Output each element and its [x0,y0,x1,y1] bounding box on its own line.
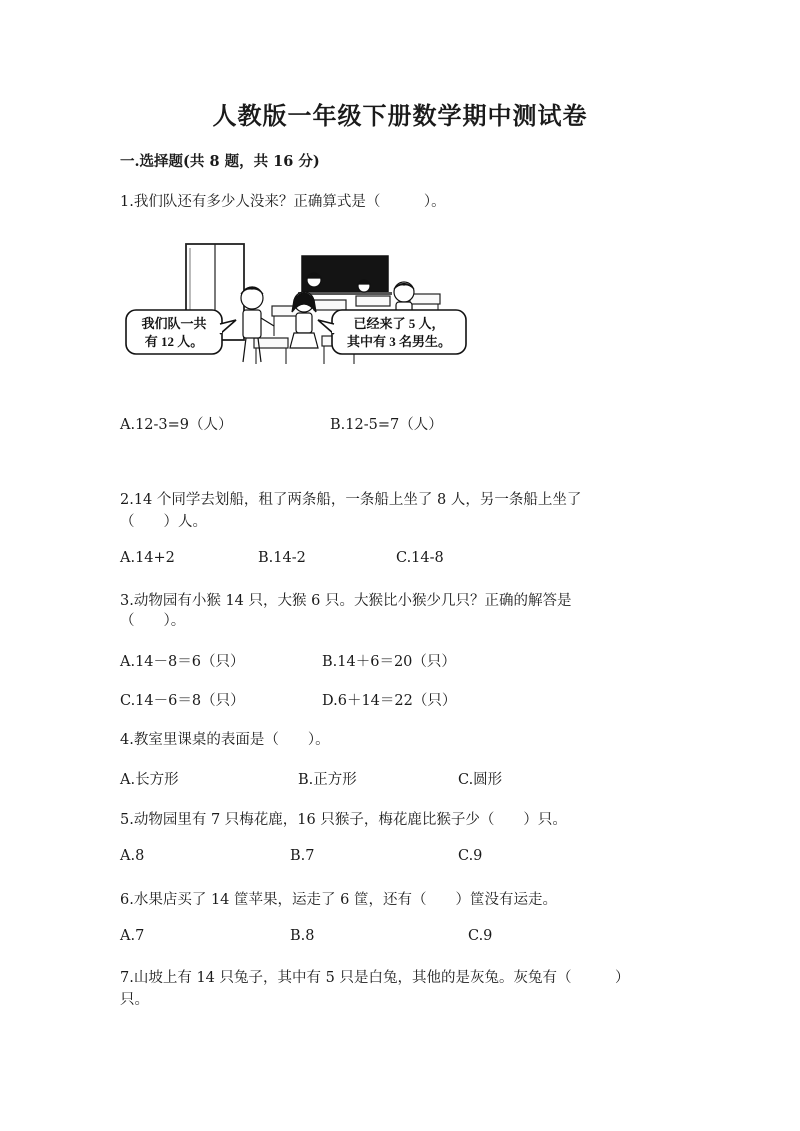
section-heading: 一.选择题(共 8 题，共 16 分) [120,153,320,170]
question-4-text: 4.教室里课桌的表面是（ ）。 [120,732,330,748]
question-6-text: 6.水果店买了 14 筐苹果，运走了 6 筐，还有（ ）筐没有运走。 [120,892,557,908]
question-3-option-a[interactable]: A.14－8＝6（只） [120,654,245,670]
page-title: 人教版一年级下册数学期中测试卷 [212,101,588,130]
question-1-option-b[interactable]: B.12-5=7（人） [330,417,443,433]
question-3-text: 3.动物园有小猴 14 只，大猴 6 只。大猴比小猴少几只？正确的解答是 [120,593,572,609]
left-bubble-line-1: 我们队一共 [141,316,207,331]
question-5-option-b[interactable]: B.7 [290,848,315,864]
question-4-option-b[interactable]: B.正方形 [298,772,357,788]
classroom-illustration [124,240,469,368]
right-bubble-line-2: 其中有 3 名男生。 [346,334,452,349]
question-5-text: 5.动物园里有 7 只梅花鹿，16 只猴子，梅花鹿比猴子少（ ）只。 [120,812,567,828]
question-2-option-c[interactable]: C.14-8 [396,550,444,566]
question-2-option-a[interactable]: A.14+2 [120,550,175,566]
question-2-text: 2.14 个同学去划船，租了两条船，一条船上坐了 8 人，另一条船上坐了 [120,492,582,508]
right-bubble-line-1: 已经来了 5 人， [353,316,445,331]
question-6-option-a[interactable]: A.7 [120,928,145,944]
question-3-text-cont: （ ）。 [120,613,186,629]
question-3-option-d[interactable]: D.6＋14＝22（只） [322,693,457,709]
question-6-option-c[interactable]: C.9 [468,928,493,944]
left-speech-bubble [126,310,236,354]
question-6-option-b[interactable]: B.8 [290,928,315,944]
question-3-option-c[interactable]: C.14－6＝8（只） [120,693,245,709]
question-4-option-a[interactable]: A.长方形 [120,772,179,788]
question-7-text: 7.山坡上有 14 只兔子，其中有 5 只是白兔，其他的是灰兔。灰兔有（ ） [120,970,630,986]
question-3-option-b[interactable]: B.14＋6＝20（只） [322,654,456,670]
question-2-option-b[interactable]: B.14-2 [258,550,306,566]
question-2-text-cont: （ ）人。 [120,514,207,530]
question-5-option-a[interactable]: A.8 [120,848,145,864]
question-7-text-cont: 只。 [120,992,149,1008]
left-bubble-line-2: 有 12 人。 [144,334,204,349]
question-4-option-c[interactable]: C.圆形 [458,772,503,788]
right-speech-bubble [318,310,466,354]
question-1-text: 1.我们队还有多少人没来？正确算式是（ ）。 [120,194,446,210]
question-1-option-a[interactable]: A.12-3=9（人） [120,417,233,433]
question-5-option-c[interactable]: C.9 [458,848,483,864]
